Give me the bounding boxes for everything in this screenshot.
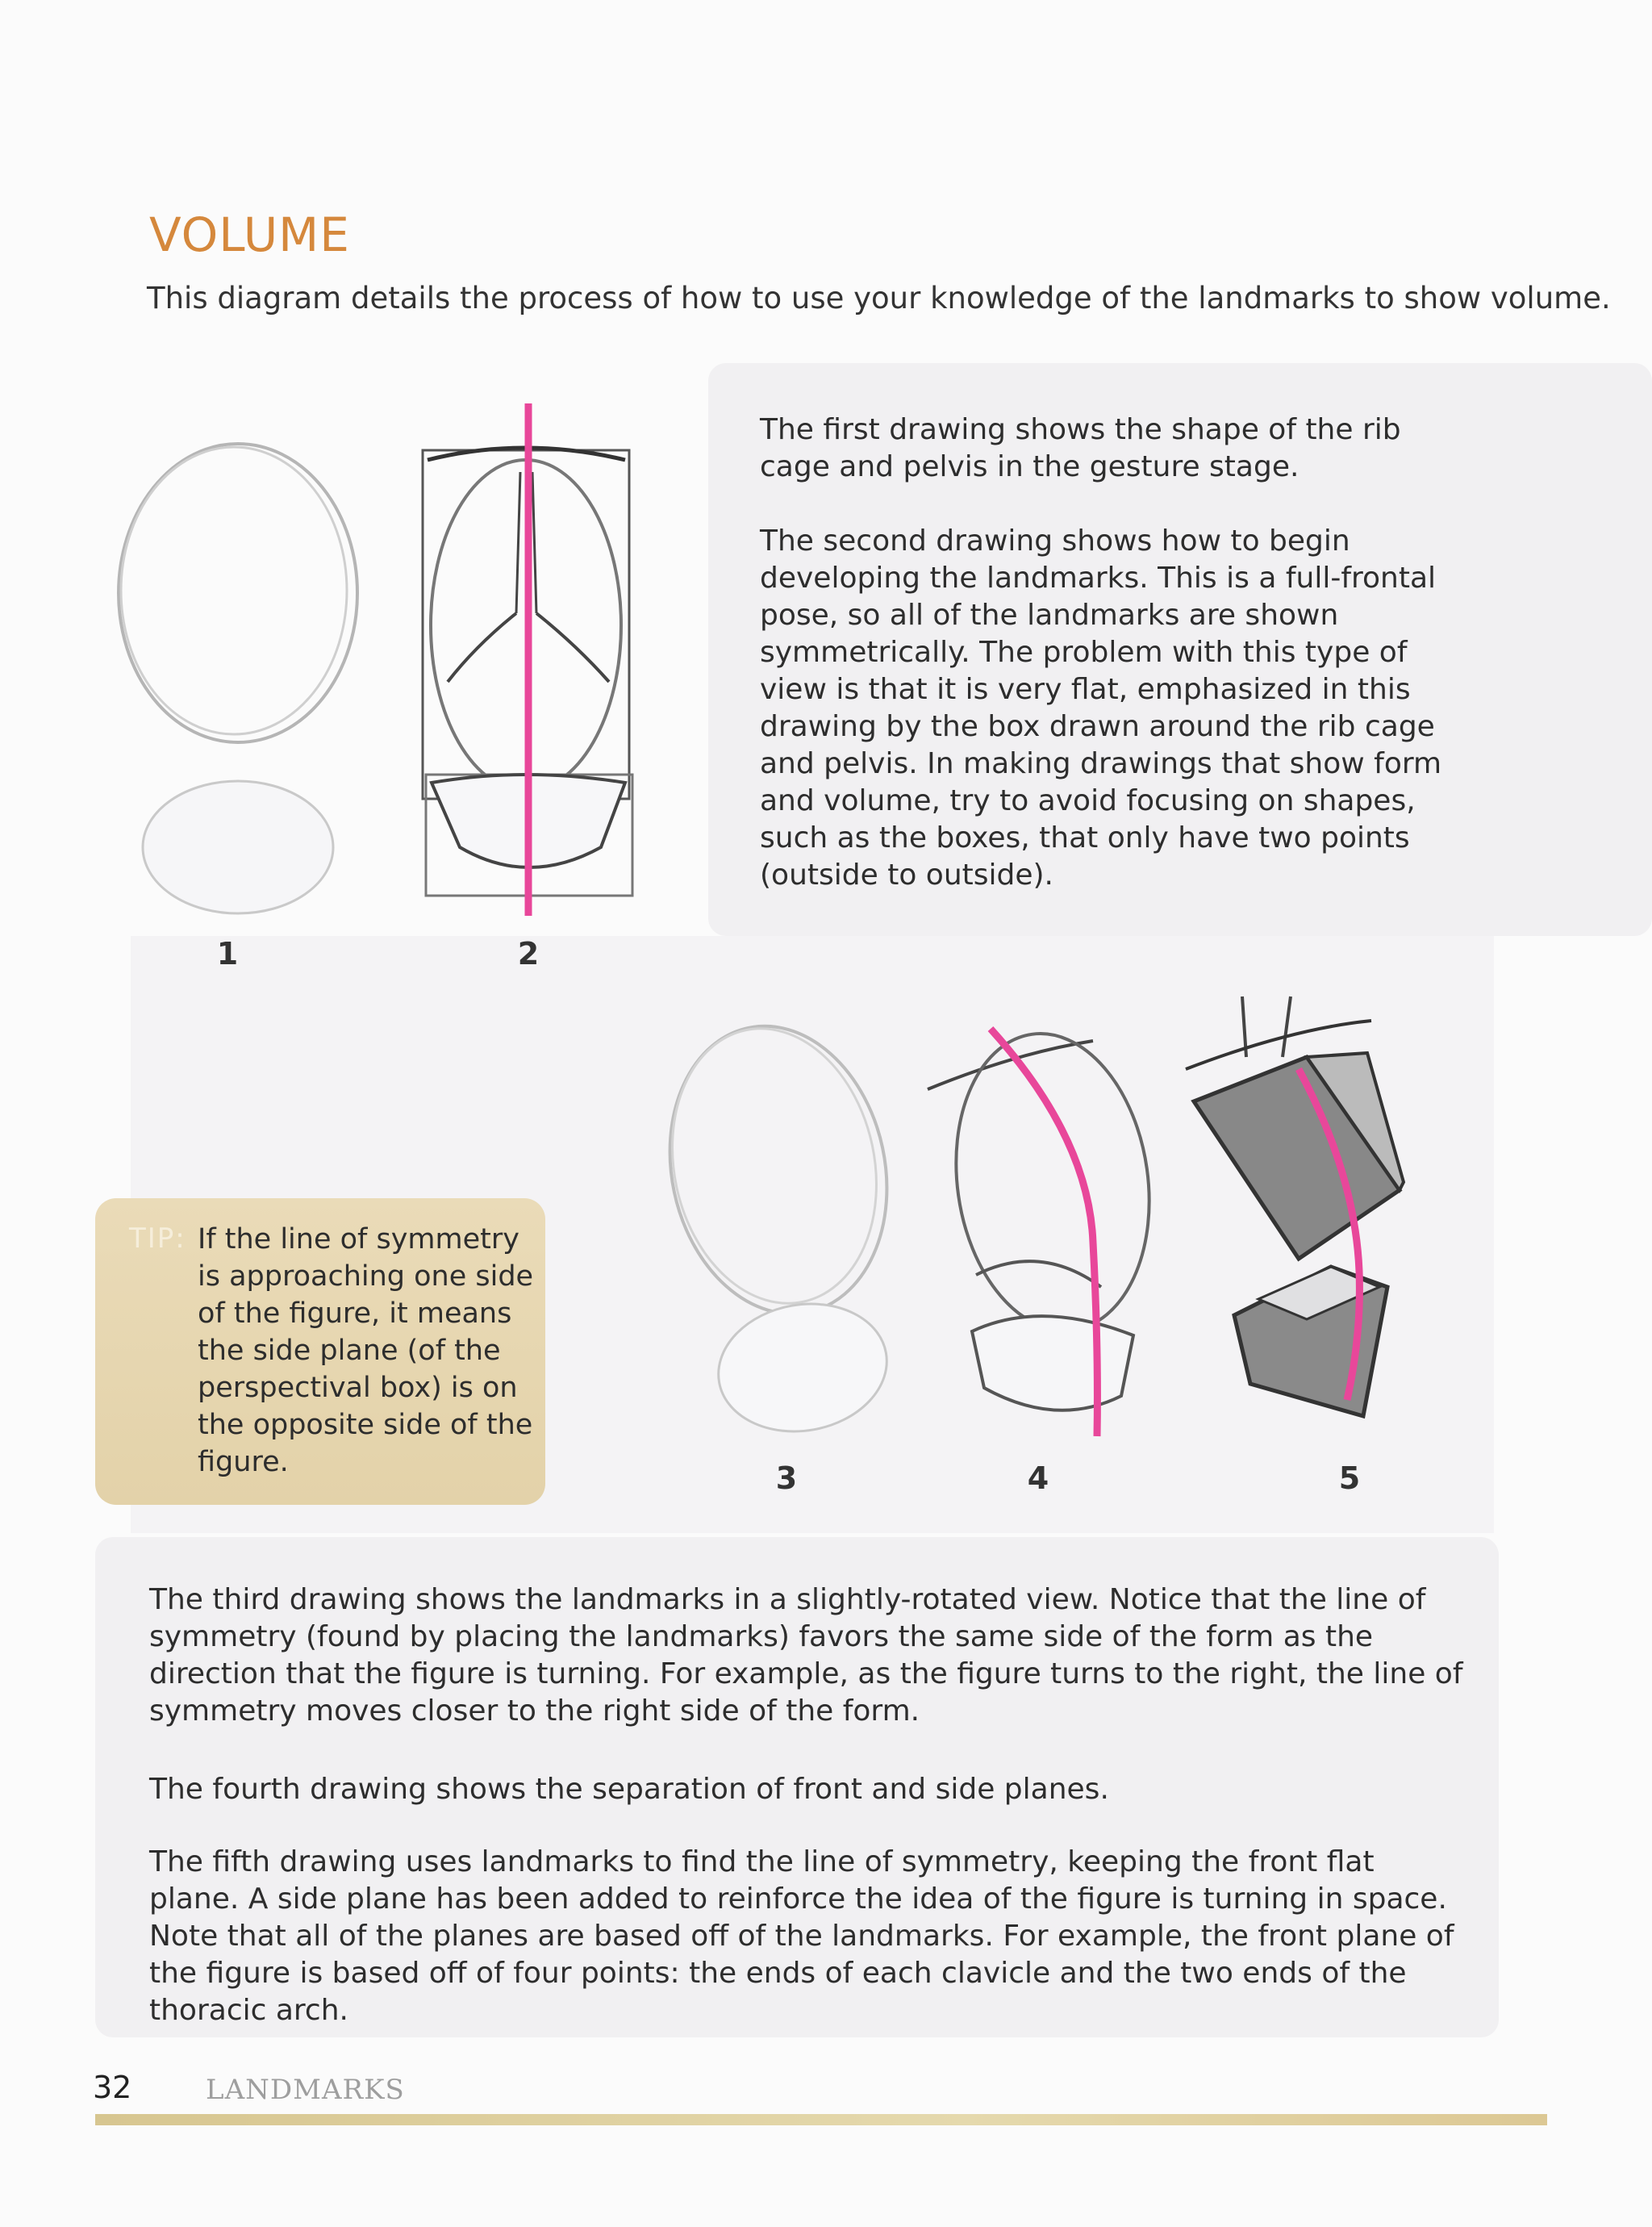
description-fourth-drawing: The fourth drawing shows the separation of front and side planes. (149, 1773, 1109, 1806)
drawing-2-frontal (411, 403, 653, 928)
section-name: LANDMARKS (206, 2074, 405, 2106)
figure-label-1: 1 (216, 936, 239, 971)
description-first-drawing: The first drawing shows the shape of the rib cage and pelvis in the gesture stage. (760, 413, 1401, 483)
tip-label: TIP: (129, 1222, 186, 1255)
figure-label-4: 4 (1027, 1460, 1049, 1496)
description-third-drawing: The third drawing shows the landmarks in a slightly-rotated view. Notice that the line of symmetry (found by placing the landmarks) favors the same side of the form as the direction that the figure is turning. For example, as the figure turns to the right, the line of symmetry moves closer to the right side of the form. (149, 1583, 1463, 1728)
drawing-1-gesture (105, 420, 379, 920)
tip-text: If the line of symmetry is approaching one side of the figure, it means the side plane (of the perspectival box) is on the opposite side of the figure. (198, 1223, 534, 1478)
description-fifth-drawing: The fifth drawing uses landmarks to find the line of symmetry, keeping the front flat plane. A side plane has been added to reinforce the idea of the figure is turning in space. Note that all of the planes are based off of the landmarks. For example, the front plane of the figure is based off of four points: the ends of each clavicle and the two ends of the thoracic arch. (149, 1845, 1454, 2027)
page-intro: This diagram details the process of how to use your knowledge of the landmarks to show volume. (147, 281, 1611, 315)
footer-rule (95, 2114, 1547, 2125)
drawing-4-planes (920, 1009, 1178, 1452)
page-number: 32 (93, 2070, 132, 2105)
page-title: VOLUME (149, 207, 350, 262)
figure-label-3: 3 (775, 1460, 798, 1496)
figure-label-2: 2 (517, 936, 540, 971)
drawing-5-boxes (1186, 980, 1428, 1432)
drawing-3-rotated (653, 1021, 920, 1440)
figure-label-5: 5 (1338, 1460, 1361, 1496)
description-second-drawing: The second drawing shows how to begin developing the landmarks. This is a full-frontal pose, so all of the landmarks are shown symmetrically. The problem with this type of view is that it is very flat, emphasized in this drawing by the box drawn around the rib cage and pelvis. In making drawings that show form and volume, try to avoid focusing on shapes, such as the boxes, that only have two points (outside to outside). (760, 524, 1442, 892)
